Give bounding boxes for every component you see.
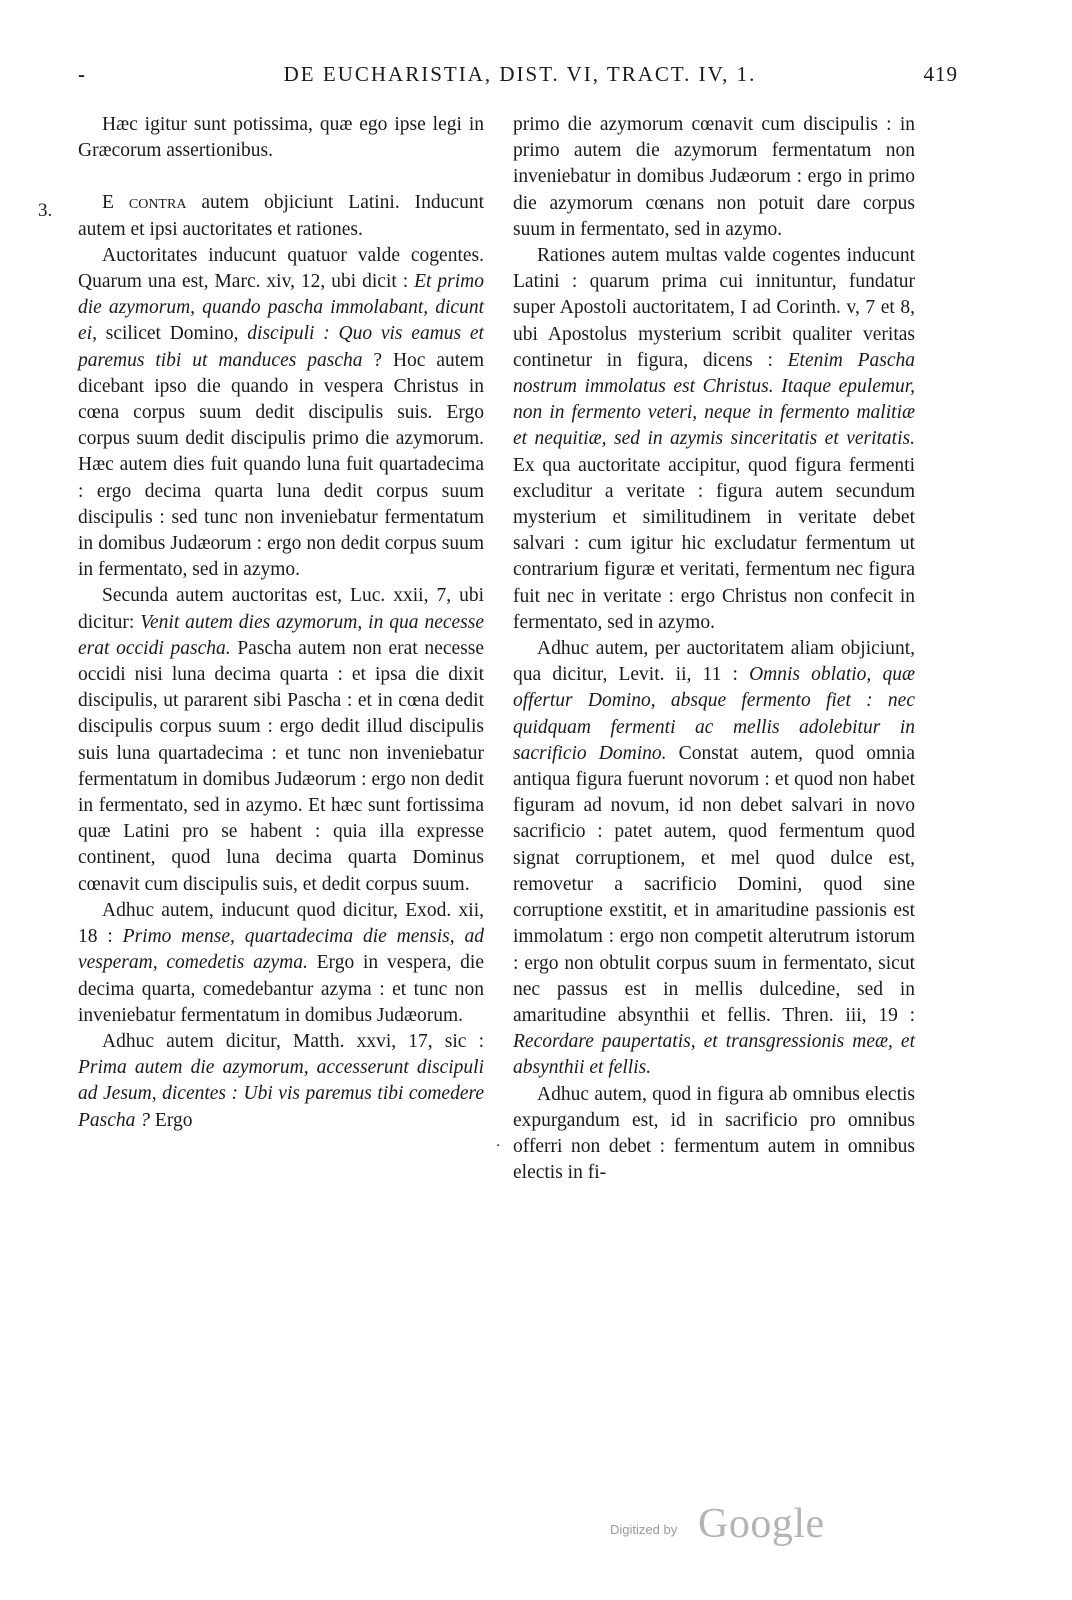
paragraph: Adhuc autem, inducunt quod dicitur, Exod. xii, 18 : Primo mense, quartadecima die mensis, ad vesperam, comedetis azyma. Ergo in vespera, die decima quarta, comedebantur azyma : et tunc non inveniebatur fermentatum in domibus Judæorum. bbox=[78, 899, 484, 1026]
paragraph: Secunda autem auctoritas est, Luc. xxii, 7, ubi dicitur: Venit autem dies azymorum, in qua necesse erat occidi pascha. Pascha autem non erat necesse occidi nisi luna decima quarta : et ipsa die dixit discipulis, ut pararent sibi Pascha : et in cœna dedit discipulis corpus suum : ergo dedit illud discipulis suis luna quartadecima : et tunc non inveniebatur fermentatum in domibus Judæorum : ergo non dedit in fermentato, sed in azymo. Et hæc sunt fortissima quæ Latini pro se habent : quia illa expresse continent, quod luna decima quarta Dominus cœnavit cum discipulis suis, et dedit corpus suum. bbox=[78, 585, 484, 895]
quotation: discipuli : Quo vis eamus et paremus tibi ut manduces pascha bbox=[78, 323, 484, 371]
paragraph: Adhuc autem dicitur, Matth. xxvi, 17, sic : Prima autem die azymorum, accesserunt discipuli ad Jesum, dicentes : Ubi vis paremus tibi comedere Pascha ? Ergo bbox=[78, 1030, 484, 1131]
margin-mark: · bbox=[496, 1138, 501, 1154]
quotation: Primo mense, quartadecima die mensis, ad vesperam, comedetis azyma. bbox=[78, 926, 484, 974]
paragraph: Adhuc autem, per auctoritatem aliam objiciunt, qua dicitur, Levit. ii, 11 : Omnis oblatio, quæ offertur Domino, absque fermento fiet : nec quidquam fermenti ac mellis adolebitur in sacrificio Domino. Constat autem, quod omnia antiqua figura fuerunt novorum : et quod non habet figuram ad novum, id non debet salvari in novo sacrificio : patet autem, quod fermentum quod signat corruptionem, et mel quod dulce est, removetur a sacrificio Domini, quod sine corruptione exstitit, et in amaritudine passionis est immolatum : ergo non competit alterutrum istorum : ergo non obtulit corpus suum in fermentato, sicut nec passus est in mellis dulcedine, sed in amaritudine absynthii et fellis. Thren. iii, 19 : Recordare paupertatis, et transgressionis meæ, et absynthii et fellis. bbox=[513, 638, 915, 1079]
running-title: DE EUCHARISTIA, DIST. VI, TRACT. IV, 1. bbox=[283, 62, 757, 86]
quotation: Omnis oblatio, quæ offertur Domino, absque fermento fiet : nec quidquam fermenti ac mellis adolebitur in sacrificio Domino. bbox=[513, 664, 915, 764]
quotation: Venit autem dies azymorum, in qua necesse erat occidi pascha. bbox=[78, 611, 484, 659]
quotation: Recordare paupertatis, et transgressionis meæ, et absynthii et fellis. bbox=[513, 1031, 915, 1079]
paragraph: Auctoritates inducunt quatuor valde cogentes. Quarum una est, Marc. xiv, 12, ubi dicit : Et primo die azymorum, quando pascha immolabant, dicunt ei, scilicet Domino, discipuli : Quo vis eamus et paremus tibi ut manduces pascha ? Hoc autem dicebant ipso die quando in vespera Christus in cœna corpus suum dedit discipulis suis. Ergo corpus suum dedit discipulis primo die azymorum. Hæc autem dies fuit quando luna fuit quartadecima : ergo decima quarta luna dedit corpus suum discipulis : sed tunc non inveniebatur fermentatum in domibus Judæorum : ergo non dedit corpus suum in fermentato, sed in azymo. bbox=[78, 244, 484, 581]
lead-in: E contra bbox=[102, 192, 187, 214]
section-number: 3. bbox=[38, 200, 53, 221]
paragraph: Hæc igitur sunt potissima, quæ ego ipse legi in Græcorum assertionibus. bbox=[78, 114, 484, 162]
running-header bbox=[70, 62, 970, 96]
paragraph: Rationes autem multas valde cogentes inducunt Latini : quarum prima cui innituntur, fundatur super Apostoli auctoritatem, I ad Corinth. v, 7 et 8, ubi Apostolus mysterium scribit qualiter veritas continetur in figura, dicens : Etenim Pascha nostrum immolatus est Christus. Itaque epulemur, non in fermento veteri, neque in fermento malitiæ et nequitiæ, sed in azymis sinceritatis et veritatis. Ex qua auctoritate accipitur, quod figura fermenti excluditur a veritate : figura autem secundum mysterium et similitudinem in veritate debet salvari : cum igitur hic excludatur fermentum ut contrarium figuræ et veritati, fermentum nec figura fuit nec in veritate : ergo Christus non confecit in fermentato, sed in azymo. bbox=[513, 245, 915, 633]
quotation: Et primo die azymorum, quando pascha immolabant, dicunt ei, bbox=[78, 271, 484, 345]
paragraph: E contra autem objiciunt Latini. Inducunt autem et ipsi auctoritates et rationes. bbox=[78, 192, 484, 240]
quotation: Prima autem die azymorum, accesserunt discipuli ad Jesum, dicentes : Ubi vis paremus tibi comedere Pascha ? bbox=[78, 1057, 484, 1131]
digitization-watermark bbox=[610, 1500, 840, 1550]
header-dash: - bbox=[78, 62, 87, 86]
google-logo: Google bbox=[698, 1501, 825, 1547]
page-number: 419 bbox=[923, 62, 958, 86]
digitized-label: Digitized by bbox=[610, 1522, 678, 1537]
right-column bbox=[513, 112, 915, 1186]
paragraph: Adhuc autem, quod in figura ab omnibus electis expurgandum est, id in sacrificio pro omnibus offerri non debet : fermentum autem in omnibus electis in fi- bbox=[513, 1083, 915, 1184]
quotation: Etenim Pascha nostrum immolatus est Christus. Itaque epulemur, non in fermento veteri, neque in fermento malitiæ et nequitiæ, sed in azymis sinceritatis et veritatis. bbox=[513, 349, 915, 450]
paragraph: primo die azymorum cœnavit cum discipulis : in primo autem die azymorum fermentatum non inveniebatur in domibus Judæorum : ergo in primo die azymorum cœnans non potuit dare corpus suum in fermentato, sed in azymo. bbox=[513, 114, 915, 240]
left-column bbox=[78, 112, 484, 1134]
